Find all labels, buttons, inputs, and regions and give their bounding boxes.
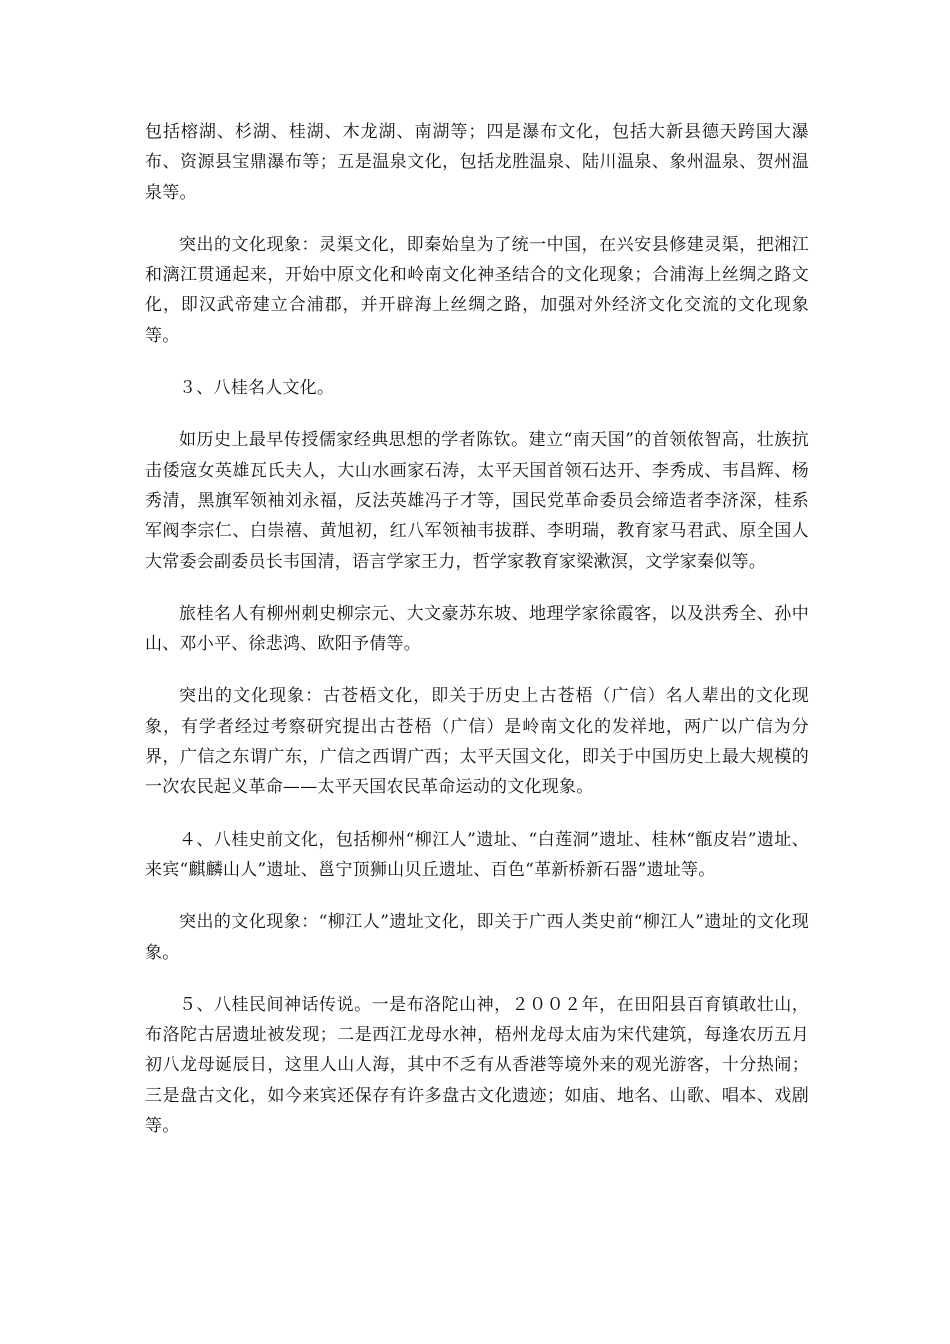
section-heading-famous-people: ３、八桂名人文化。 — [179, 378, 335, 399]
paragraph-scenery-continued: 包括榕湖、杉湖、桂湖、木龙湖、南湖等；四是瀑布文化，包括大新县德天跨国大瀑布、资源县宝鼎瀑布等；五是温泉文化，包括龙胜温泉、陆川温泉、象州温泉、贺州温泉等。 — [145, 122, 809, 203]
paragraph-prehistoric-culture: ４、八桂史前文化，包括柳州“柳江人”遗址、“白莲洞”遗址、桂林“甑皮岩”遗址、来宾“麒麟山人”遗址、邕宁顶狮山贝丘遗址、百色“革新桥新石器”遗址等。 — [145, 829, 809, 880]
paragraph-lingqu-culture: 突出的文化现象：灵渠文化，即秦始皇为了统一中国，在兴安县修建灵渠，把湘江和漓江贯通起来，开始中原文化和岭南文化神圣结合的文化现象；合浦海上丝绸之路文化，即汉武帝建立合浦郡，并开辟海上丝绸之路，加强对外经济文化交流的文化现象等。 — [145, 234, 809, 346]
paragraph-folk-legends: ５、八桂民间神话传说。一是布洛陀山神，２００２年，在田阳县百育镇敢壮山，布洛陀古居遗址被发现；二是西江龙母水神，梧州龙母太庙为宋代建筑，每逢农历五月初八龙母诞辰日，这里人山人海，其中不乏有从香港等境外来的观光游客，十分热闹；三是盘古文化，如今来宾还保存有许多盘古文化遗迹；如庙、地名、山歌、唱本、戏剧等。 — [145, 994, 809, 1137]
document-page — [145, 117, 809, 1163]
paragraph-liujiang-man: 突出的文化现象：“柳江人”遗址文化，即关于广西人类史前“柳江人”遗址的文化现象。 — [145, 912, 809, 963]
paragraph-historical-figures: 如历史上最早传授儒家经典思想的学者陈钦。建立“南天国”的首领侬智高，壮族抗击倭寇女英雄瓦氏夫人，大山水画家石涛，太平天国首领石达开、李秀成、韦昌辉、杨秀清，黑旗军领袖刘永福，反法英雄冯子才等，国民党革命委员会缔造者李济深，桂系军阀李宗仁、白崇禧、黄旭初，红八军领袖韦拔群、李明瑞，教育家马君武、原全国人大常委会副委员长韦国清，语言学家王力，哲学家教育家梁漱溟，文学家秦似等。 — [145, 430, 809, 572]
paragraph-visiting-figures: 旅桂名人有柳州刺史柳宗元、大文豪苏东坡、地理学家徐霞客，以及洪秀全、孙中山、邓小平、徐悲鸿、欧阳予倩等。 — [145, 603, 809, 655]
paragraph-cangwu-culture: 突出的文化现象：古苍梧文化，即关于历史上古苍梧（广信）名人辈出的文化现象，有学者经过考察研究提出古苍梧（广信）是岭南文化的发祥地，两广以广信为分界，广信之东谓广东，广信之西谓广西；太平天国文化，即关于中国历史上最大规模的一次农民起义革命——太平天国农民革命运动的文化现象。 — [145, 686, 809, 798]
